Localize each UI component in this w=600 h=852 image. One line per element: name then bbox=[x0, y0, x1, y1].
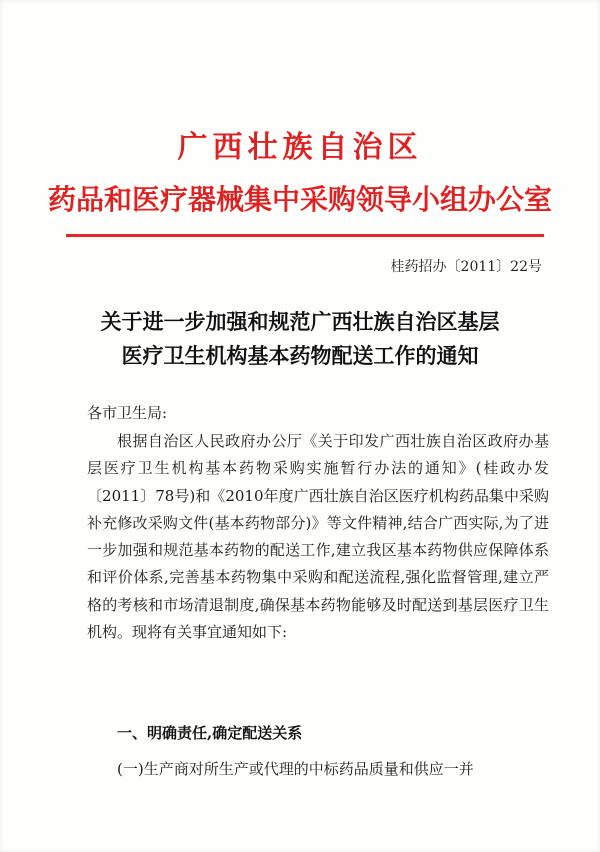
addressee: 各市卫生局: bbox=[87, 404, 168, 422]
section-1-item-1: (一)生产商对所生产或代理的中标药品质量和供应一并 bbox=[117, 760, 474, 778]
document-number: 桂药招办〔2011〕22号 bbox=[390, 259, 542, 275]
issuing-org-office: 药品和医疗器械集中采购领导小组办公室 bbox=[47, 183, 552, 216]
document-title bbox=[0, 305, 600, 373]
document-title-line1: 关于进一步加强和规范广西壮族自治区基层 bbox=[100, 309, 500, 334]
section-heading-1: 一、明确责任,确定配送关系 bbox=[117, 724, 303, 742]
body-paragraphs bbox=[87, 428, 549, 646]
body-paragraph-1: 根据自治区人民政府办公厅《关于印发广西壮族自治区政府办基层医疗卫生机构基本药物采购实施暂行办法的通知》(桂政办发〔2011〕78号)和《2010年度广西壮族自治区医疗机构药品集中采购补充修改采购文件(基本药物部分)》等文件精神,结合广西实际,为了进一步加强和规范基本药物的配送工作,建立我区基本药物供应保障体系和评价体系,完善基本药物集中采购和配送流程,强化监督管理,建立严格的考核和市场清退制度,确保基本药物能够及时配送到基层医疗卫生机构。现将有关事宜通知如下: bbox=[87, 432, 549, 642]
red-header-divider bbox=[66, 234, 544, 237]
issuing-org-region: 广西壮族自治区 bbox=[177, 130, 423, 165]
document-title-line2: 医疗卫生机构基本药物配送工作的通知 bbox=[121, 343, 479, 368]
